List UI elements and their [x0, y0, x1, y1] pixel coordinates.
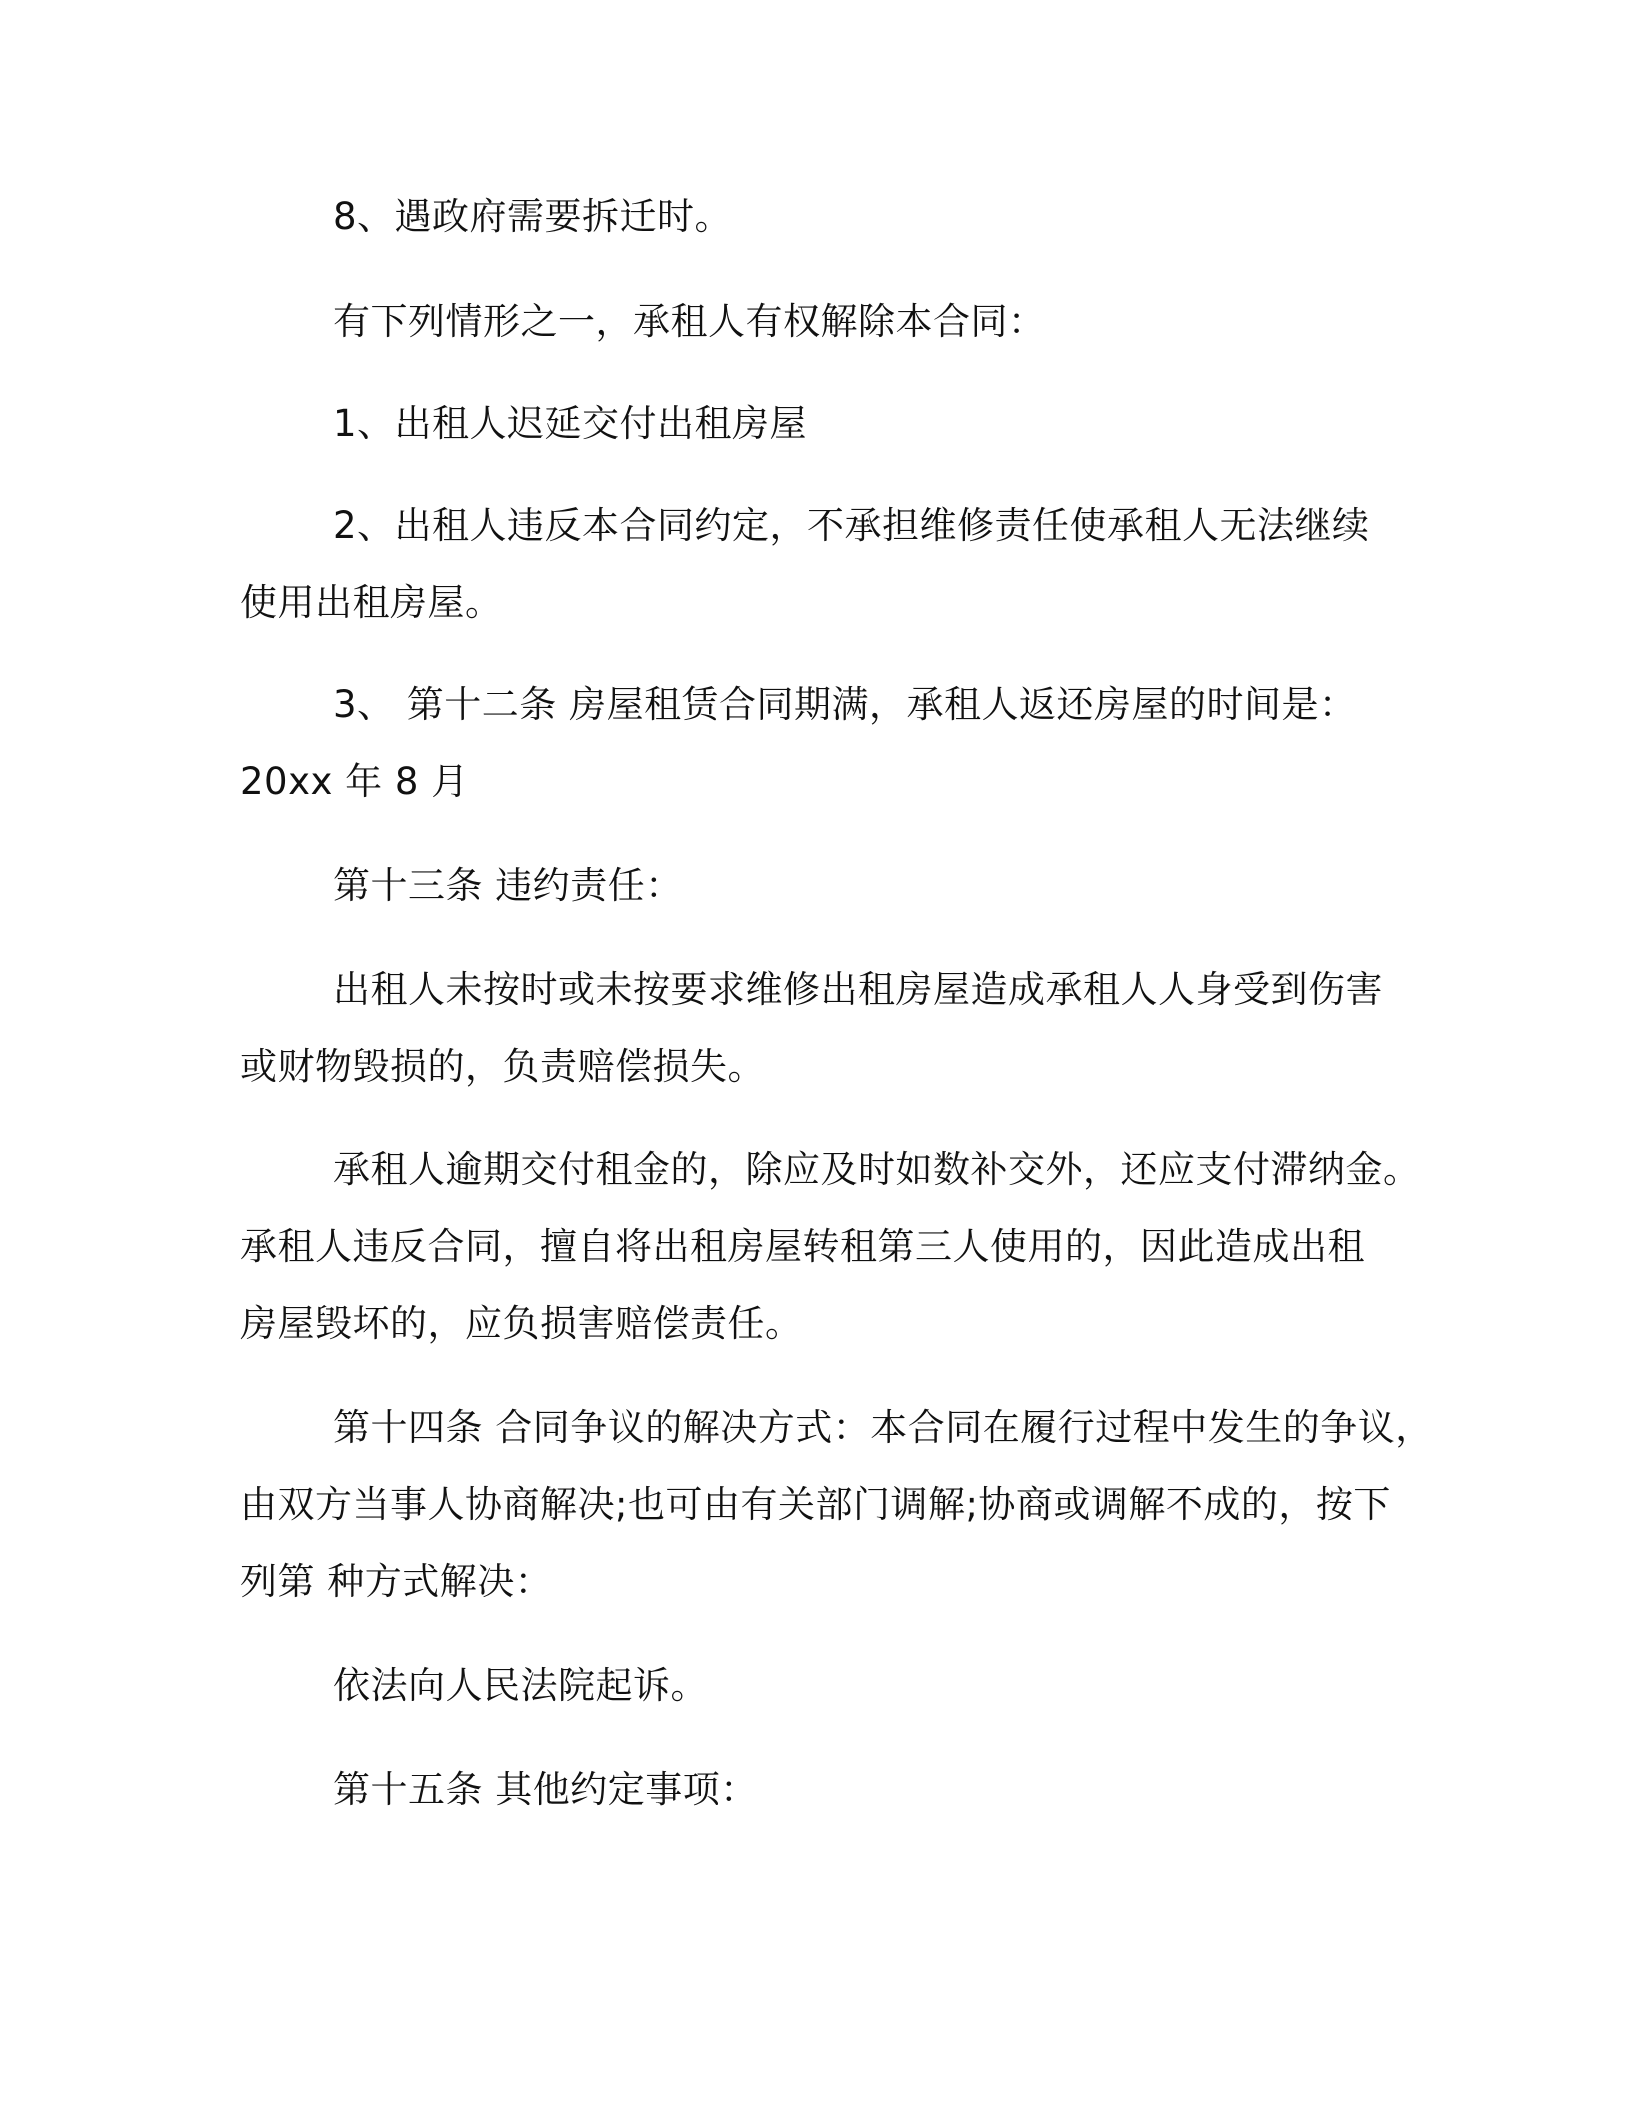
article-14-line-2: 由双方当事人协商解决;也可由有关部门调解;协商或调解不成的，按下 [240, 1483, 1391, 1526]
article-13-heading: 第十三条 违约责任： [333, 864, 683, 907]
article-12-line-1: 3、 第十二条 房屋租赁合同期满，承租人返还房屋的时间是： [333, 683, 1357, 726]
termination-item-2-line-2: 使用出租房屋。 [240, 581, 503, 624]
sublease-line-2: 房屋毁坏的，应负损害赔偿责任。 [240, 1302, 803, 1345]
lessor-liability-line-2: 或财物毁损的，负责赔偿损失。 [240, 1045, 765, 1088]
article-15-heading: 第十五条 其他约定事项： [333, 1768, 758, 1811]
sublease-line-1: 承租人违反合同，擅自将出租房屋转租第三人使用的，因此造成出租 [240, 1225, 1365, 1268]
article-12-line-2: 20xx 年 8 月 [240, 760, 469, 803]
article-14-line-1: 第十四条 合同争议的解决方式：本合同在履行过程中发生的争议， [333, 1406, 1433, 1449]
article-14-line-3: 列第 种方式解决： [240, 1560, 553, 1603]
clause-8-relocation: 8、遇政府需要拆迁时。 [333, 195, 733, 238]
lessee-termination-intro: 有下列情形之一，承租人有权解除本合同： [333, 300, 1046, 343]
termination-item-2-line-1: 2、出租人违反本合同约定，不承担维修责任使承租人无法继续 [333, 504, 1370, 547]
late-rent-paragraph: 承租人逾期交付租金的，除应及时如数补交外，还应支付滞纳金。 [333, 1148, 1421, 1191]
lessor-liability-line-1: 出租人未按时或未按要求维修出租房屋造成承租人人身受到伤害 [333, 968, 1383, 1011]
litigation-clause: 依法向人民法院起诉。 [333, 1664, 708, 1707]
termination-item-1: 1、出租人迟延交付出租房屋 [333, 402, 808, 445]
